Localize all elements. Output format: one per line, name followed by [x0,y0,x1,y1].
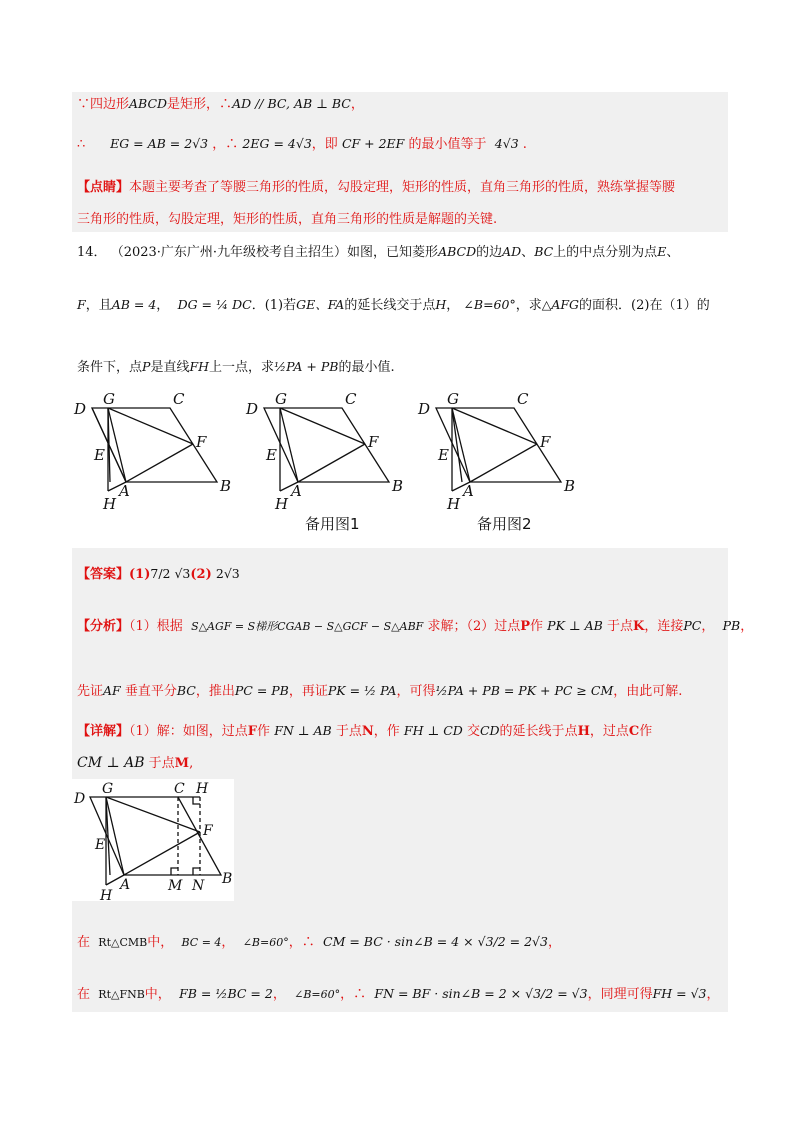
text: 、 [521,245,535,260]
text: ∴ [77,137,86,152]
math: CD [479,723,500,738]
text: ，∴ [288,935,315,950]
math: △AFG [541,297,580,312]
figure-2-label-g: G [275,392,287,408]
text: ， [547,935,561,950]
text: ， [221,935,235,950]
math: DG = ¼ DC [177,297,252,312]
text: 于点 [335,724,362,739]
text: 的最小值等于 [408,137,487,152]
text: ∵四边形 [77,97,130,112]
text: ， [706,987,720,1002]
math: ∠B=60° [294,988,341,1001]
math: E [657,244,667,259]
detail-line-2 [77,756,193,770]
detail-label-1: G [102,781,114,797]
figure-3-label-f: F [540,433,551,451]
math: EG = AB = 2√3 [110,136,209,151]
math: Rt△FNB [98,988,145,1001]
detail-figure-labels [73,781,232,901]
detail-label-3: H [196,781,209,797]
math: ABCD [129,96,168,111]
analysis-tag: 【分析】 [77,619,130,634]
text: ．(1)若 [251,298,297,313]
text: ，由此可解. [613,684,683,699]
math: PC = PB [234,683,289,698]
text: M [174,756,190,771]
figure-3-label-b: B [564,477,576,495]
math: ABCD [438,244,477,259]
figure-2-label-c: C [345,392,357,408]
text: 交 [466,724,480,739]
figure-2-label-e: E [266,446,277,464]
text: 于点 [148,756,175,771]
detail-label-7: M [168,878,183,894]
text: ，求 [515,298,542,313]
solution-line-1 [77,98,364,111]
detail-tag: 【详解】 [77,724,130,739]
figure-1-label-b: B [220,477,232,495]
detail-label-4: F [203,823,213,839]
text: 的延长线于点 [499,724,578,739]
figure-3-label-g: G [447,392,459,408]
text: 三角形的性质，勾股定理，矩形的性质，直角三角形的性质是解题的关键. [77,212,498,227]
figure-1-label-g: G [103,392,115,408]
detail-label-2: C [174,781,185,797]
math: FH [189,359,210,374]
figure-3-label-h: H [447,495,461,513]
problem-figures [0,392,800,552]
detail-label-10: H [100,888,113,901]
text: ， [701,619,715,634]
dianjing-line-2 [77,213,497,226]
text: 的面积．(2)在（1）的 [579,298,710,313]
text: 上一点，求 [209,360,275,375]
problem-line-2 [77,299,710,312]
text: (1) [129,567,151,582]
problem-source: （2023·广东广州·九年级校考自主招生） [110,245,348,260]
text: 作 [639,724,653,739]
text: ，连接 [644,619,684,634]
detail-label-5: E [95,837,106,853]
figure-1-label-f: F [196,433,207,451]
math: 4√3 [494,136,519,151]
text: ，推出 [195,684,235,699]
text: ，且 [85,298,112,313]
text: 作 [530,619,544,634]
math: BC [534,244,554,259]
answer-value-2: 2√3 [215,566,240,581]
detail-row-2 [77,988,720,1001]
solution-shade-top [72,92,728,232]
text: 垂直平分 [124,684,177,699]
math: P [142,359,151,374]
math: CF + 2EF [341,136,405,151]
figure-3-label-a: A [463,482,474,500]
text: ，∴ [212,137,239,152]
text: ，可得 [396,684,436,699]
math: FN ⊥ AB [274,723,332,738]
figure-3-label-d: D [418,400,431,418]
text: （1）解：如图，过点 [129,724,248,739]
detail-label-8: N [192,878,205,894]
text: 在 [77,935,91,950]
math: PK = ½ PA [327,683,397,698]
text: H [577,724,590,739]
math: CM ⊥ AB [77,755,145,771]
math: ½PA + PB [274,359,339,374]
detail-label-0: D [74,791,86,807]
analysis-line-2 [77,685,682,698]
math: AF [103,683,121,698]
dianjing-line-1 [77,181,675,194]
text: ，同理可得 [587,987,653,1002]
math: AD // BC, AB ⊥ BC [232,96,351,111]
text: 是矩形，∴ [167,97,233,112]
figure-1-label-a: A [119,482,130,500]
dianjing-tag: 【点睛】 [77,180,130,195]
text: P [520,619,531,634]
text: 作 [257,724,271,739]
text: 先证 [77,684,104,699]
text: 的边 [476,245,503,260]
math: FB = ½BC = 2 [179,986,273,1001]
text: 在 [77,987,91,1002]
text: 上的中点分别为点 [553,245,658,260]
text: ，∴ [340,987,367,1002]
caption-backup-2: 备用图2 [477,515,532,533]
math: AB = 4 [111,297,157,312]
text: ， [156,298,170,313]
problem-line-1 [77,246,679,259]
math: GE、FA [296,297,345,312]
text: . [522,137,527,152]
text: ，即 [311,137,338,152]
text: 于点 [606,619,633,634]
math: PB [722,618,741,633]
math: BC = 4 [181,936,222,949]
figure-2-label-b: B [392,477,404,495]
text: 是直线 [150,360,190,375]
figure-2-label-d: D [246,400,259,418]
problem-number: 14． [77,245,107,260]
text: 、 [666,245,680,260]
detail-row-1 [77,936,561,949]
figure-1-label-c: C [173,392,185,408]
text: 的最小值. [338,360,395,375]
solution-line-2 [77,138,527,151]
math: 2EG = 4√3 [242,136,312,151]
text: 求解；（2）过点 [427,619,521,634]
math: F [77,297,86,312]
caption-backup-1: 备用图1 [305,515,360,533]
text: F [247,724,258,739]
math: ½PA + PB = PK + PC ≥ CM [435,683,614,698]
text: 中， [144,987,171,1002]
text: 的延长线交于点 [344,298,436,313]
math: FN = BF · sin∠B = 2 × √3/2 = √3 [374,986,588,1001]
text: , [189,756,194,771]
math: AD [502,244,522,259]
problem-line-3 [77,361,395,374]
detail-figure [72,779,234,901]
math: BC [176,683,196,698]
text: 中， [147,935,174,950]
text: ， [740,619,754,634]
figure-1-label-h: H [103,495,117,513]
answer-value-1: 7/2 √3 [150,566,191,581]
analysis-line-1 [77,620,753,633]
text: ，作 [373,724,400,739]
detail-line-1 [77,725,652,738]
math: ∠B=60° [242,936,289,949]
math: H [435,297,447,312]
math: FH = √3 [652,986,707,1001]
text: ， [272,987,286,1002]
text: N [361,724,374,739]
math: FH ⊥ CD [403,723,463,738]
text: (2) [190,567,212,582]
figure-2-label-h: H [275,495,289,513]
figure-3-label-e: E [438,446,449,464]
figure-2-label-a: A [291,482,302,500]
text: （1）根据 [129,619,183,634]
figure-labels [73,392,575,513]
math: PC [683,618,702,633]
math: CM = BC · sin∠B = 4 × √3/2 = 2√3 [323,934,548,949]
text: 本题主要考查了等腰三角形的性质，勾股定理，矩形的性质，直角三角形的性质，熟练掌握等腰 [129,180,676,195]
text: 条件下，点 [77,360,143,375]
text: ，再证 [288,684,328,699]
math: PK ⊥ AB [547,618,603,633]
text: ， [446,298,460,313]
figure-1-label-e: E [94,446,105,464]
figure-2-label-f: F [368,433,379,451]
math: Rt△CMB [98,936,148,949]
answer-tag: 【答案】 [77,567,130,582]
math: ∠B=60° [463,297,516,312]
text: 如图，已知菱形 [347,245,439,260]
math: S△AGF = S梯形CGAB − S△GCF − S△ABF [191,620,424,633]
text: C [628,724,640,739]
text: ， [350,97,364,112]
figure-3-label-c: C [517,392,529,408]
text: ，过点 [589,724,629,739]
figure-1-label-d: D [74,400,87,418]
detail-label-9: B [222,871,233,887]
detail-label-6: A [120,877,131,893]
answer-line [77,568,240,581]
text: K [633,619,645,634]
